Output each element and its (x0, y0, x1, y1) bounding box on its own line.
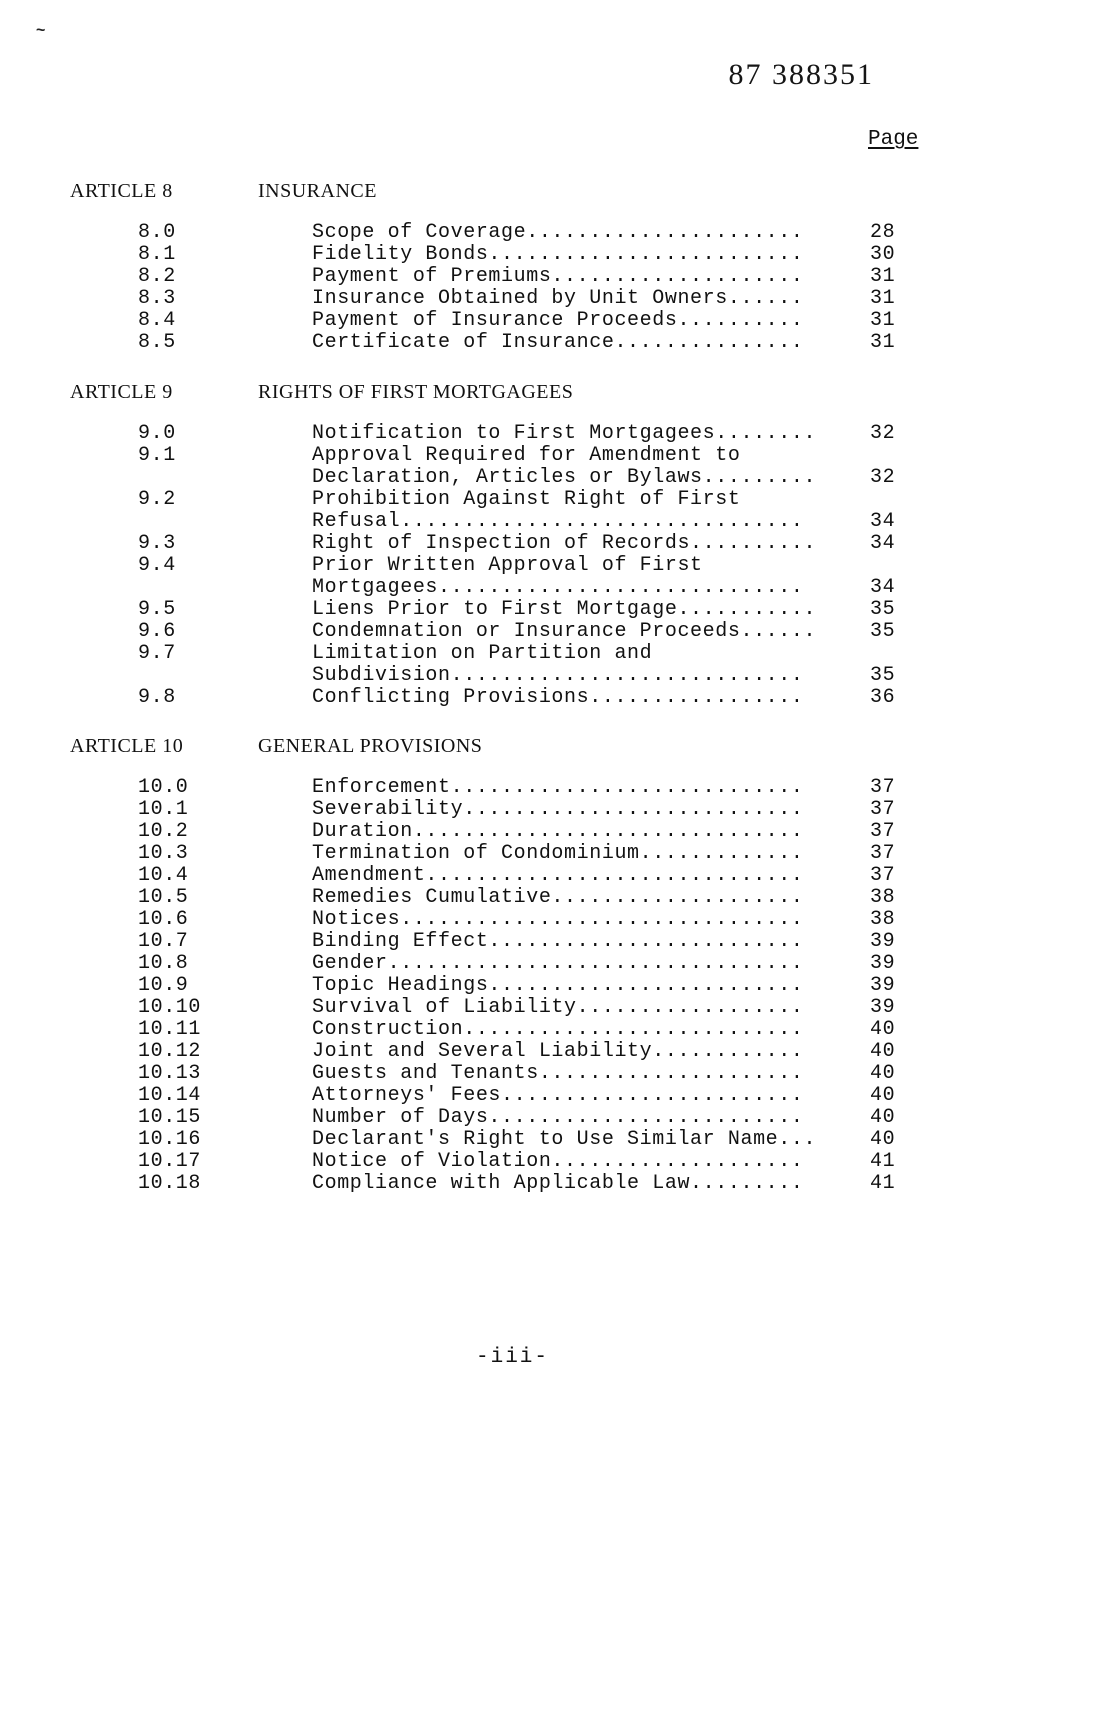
article-title: INSURANCE (258, 180, 377, 202)
toc-entry (0, 643, 1104, 687)
toc-entry (0, 843, 1104, 865)
toc-entry (0, 1173, 1104, 1195)
toc-entry (0, 799, 1104, 821)
article-number: ARTICLE 8 (70, 180, 173, 202)
section-number: 10.4 (138, 864, 189, 887)
section-title: Enforcement............................ (312, 776, 804, 799)
entry-list (0, 777, 1104, 1195)
section-number: 10.0 (138, 776, 189, 799)
section-page-number: 37 (870, 820, 896, 843)
section-number: 9.6 (138, 620, 176, 643)
section-title: Notice of Violation.................... (312, 1150, 804, 1173)
section-number: 9.0 (138, 422, 176, 445)
section-title: Attorneys' Fees........................ (312, 1084, 804, 1107)
section-page-number: 37 (870, 798, 896, 821)
section-page-number: 40 (870, 1018, 896, 1041)
section-title: Scope of Coverage...................... (312, 221, 804, 244)
toc-entry (0, 621, 1104, 643)
section-title: Survival of Liability.................. (312, 996, 804, 1019)
section-title: Liens Prior to First Mortgage........... (312, 598, 817, 621)
section-title: Prior Written Approval of First Mortgagees............................. (312, 554, 804, 599)
section-number: 10.2 (138, 820, 189, 843)
article-title: GENERAL PROVISIONS (258, 735, 483, 757)
article-title: RIGHTS OF FIRST MORTGAGEES (258, 381, 574, 403)
section-page-number: 34 (870, 510, 896, 533)
toc-entry (0, 533, 1104, 555)
toc-entry (0, 909, 1104, 931)
section-title: Compliance with Applicable Law......... (312, 1172, 804, 1195)
section-number: 8.4 (138, 309, 176, 332)
section-number: 10.6 (138, 908, 189, 931)
section-title: Limitation on Partition and Subdivision............................ (312, 642, 804, 687)
section-page-number: 39 (870, 996, 896, 1019)
section-page-number: 31 (870, 309, 896, 332)
toc-entry (0, 445, 1104, 489)
section-number: 8.0 (138, 221, 176, 244)
toc-entry (0, 332, 1104, 354)
corner-mark: ~ (36, 22, 46, 39)
section-number: 8.1 (138, 243, 176, 266)
section-number: 9.7 (138, 642, 176, 665)
section-page-number: 40 (870, 1084, 896, 1107)
section-number: 10.16 (138, 1128, 202, 1151)
toc-entry (0, 1085, 1104, 1107)
section-title: Insurance Obtained by Unit Owners...... (312, 287, 804, 310)
section-number: 10.18 (138, 1172, 202, 1195)
section-number: 10.15 (138, 1106, 202, 1129)
footer-page-number: -iii- (476, 1346, 550, 1369)
section-title: Topic Headings......................... (312, 974, 804, 997)
toc-entry (0, 687, 1104, 709)
toc-entry (0, 1151, 1104, 1173)
toc-entry (0, 310, 1104, 332)
section-title: Gender................................. (312, 952, 804, 975)
section-number: 10.11 (138, 1018, 202, 1041)
section-page-number: 35 (870, 664, 896, 687)
section-page-number: 34 (870, 532, 896, 555)
section-number: 8.2 (138, 265, 176, 288)
toc-entry (0, 489, 1104, 533)
article-heading (0, 381, 1104, 409)
section-page-number: 32 (870, 422, 896, 445)
article-number: ARTICLE 10 (70, 735, 184, 757)
section-number: 9.4 (138, 554, 176, 577)
section-page-number: 36 (870, 686, 896, 709)
page-column-label: Page (868, 128, 919, 151)
section-title: Declarant's Right to Use Similar Name... (312, 1128, 817, 1151)
section-page-number: 38 (870, 886, 896, 909)
section-page-number: 39 (870, 974, 896, 997)
section-number: 9.5 (138, 598, 176, 621)
toc-entry (0, 1107, 1104, 1129)
section-number: 10.5 (138, 886, 189, 909)
section-page-number: 39 (870, 930, 896, 953)
section-title: Number of Days......................... (312, 1106, 804, 1129)
toc-entry (0, 1129, 1104, 1151)
section-title: Guests and Tenants..................... (312, 1062, 804, 1085)
section-title: Construction........................... (312, 1018, 804, 1041)
article-heading (0, 180, 1104, 208)
section-page-number: 32 (870, 466, 896, 489)
toc-entry (0, 423, 1104, 445)
toc-entry (0, 1041, 1104, 1063)
section-title: Prohibition Against Right of First Refusal................................ (312, 488, 804, 533)
section-page-number: 40 (870, 1106, 896, 1129)
section-number: 10.17 (138, 1150, 202, 1173)
section-number: 10.14 (138, 1084, 202, 1107)
section-number: 10.10 (138, 996, 202, 1019)
section-number: 10.1 (138, 798, 189, 821)
section-title: Joint and Several Liability............ (312, 1040, 804, 1063)
section-page-number: 37 (870, 864, 896, 887)
section-page-number: 31 (870, 287, 896, 310)
entry-list (0, 222, 1104, 354)
section-number: 10.3 (138, 842, 189, 865)
section-number: 10.8 (138, 952, 189, 975)
section-number: 10.9 (138, 974, 189, 997)
section-page-number: 34 (870, 576, 896, 599)
section-page-number: 40 (870, 1128, 896, 1151)
section-title: Certificate of Insurance............... (312, 331, 804, 354)
article-section (0, 735, 1104, 1195)
toc-entry (0, 599, 1104, 621)
section-number: 9.1 (138, 444, 176, 467)
section-page-number: 35 (870, 598, 896, 621)
section-title: Termination of Condominium............. (312, 842, 804, 865)
section-page-number: 28 (870, 221, 896, 244)
toc-entry (0, 1063, 1104, 1085)
toc-entry (0, 288, 1104, 310)
toc-entry (0, 266, 1104, 288)
section-number: 10.13 (138, 1062, 202, 1085)
section-title: Notification to First Mortgagees........ (312, 422, 817, 445)
section-page-number: 41 (870, 1172, 896, 1195)
toc-entry (0, 222, 1104, 244)
section-page-number: 38 (870, 908, 896, 931)
toc-entry (0, 821, 1104, 843)
section-number: 10.7 (138, 930, 189, 953)
section-number: 9.8 (138, 686, 176, 709)
section-number: 9.2 (138, 488, 176, 511)
toc-entry (0, 244, 1104, 266)
section-page-number: 31 (870, 331, 896, 354)
section-title: Approval Required for Amendment to Declaration, Articles or Bylaws......... (312, 444, 817, 489)
section-title: Remedies Cumulative.................... (312, 886, 804, 909)
article-section (0, 180, 1104, 354)
section-number: 9.3 (138, 532, 176, 555)
section-page-number: 37 (870, 776, 896, 799)
toc-entry (0, 865, 1104, 887)
section-page-number: 31 (870, 265, 896, 288)
section-title: Right of Inspection of Records.......... (312, 532, 817, 555)
section-page-number: 40 (870, 1040, 896, 1063)
article-number: ARTICLE 9 (70, 381, 173, 403)
section-title: Severability........................... (312, 798, 804, 821)
entry-list (0, 423, 1104, 709)
document-number: 87 388351 (728, 58, 874, 91)
section-title: Notices................................ (312, 908, 804, 931)
section-title: Binding Effect......................... (312, 930, 804, 953)
toc-entry (0, 777, 1104, 799)
section-page-number: 41 (870, 1150, 896, 1173)
article-section (0, 381, 1104, 709)
toc-entry (0, 975, 1104, 997)
section-title: Conflicting Provisions................. (312, 686, 804, 709)
section-title: Payment of Premiums.................... (312, 265, 804, 288)
toc-entry (0, 1019, 1104, 1041)
section-page-number: 37 (870, 842, 896, 865)
section-number: 8.3 (138, 287, 176, 310)
section-page-number: 35 (870, 620, 896, 643)
section-title: Payment of Insurance Proceeds.......... (312, 309, 804, 332)
toc-entry (0, 931, 1104, 953)
section-title: Amendment.............................. (312, 864, 804, 887)
toc-entry (0, 887, 1104, 909)
toc-entry (0, 555, 1104, 599)
article-heading (0, 735, 1104, 763)
toc-entry (0, 997, 1104, 1019)
section-page-number: 39 (870, 952, 896, 975)
section-number: 10.12 (138, 1040, 202, 1063)
section-number: 8.5 (138, 331, 176, 354)
section-title: Duration............................... (312, 820, 804, 843)
section-title: Condemnation or Insurance Proceeds...... (312, 620, 817, 643)
section-page-number: 30 (870, 243, 896, 266)
section-title: Fidelity Bonds......................... (312, 243, 804, 266)
section-page-number: 40 (870, 1062, 896, 1085)
toc-entry (0, 953, 1104, 975)
